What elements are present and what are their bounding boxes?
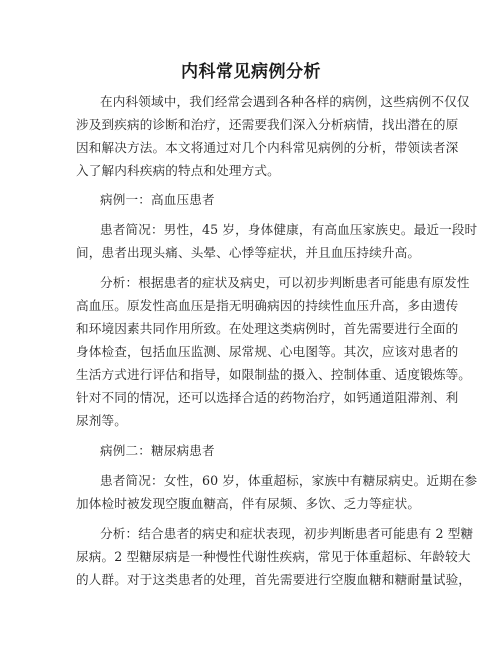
paragraph-line: 患者简况：女性，60 岁，体重超标，家族中有糖尿病史。近期在参 (100, 473, 478, 488)
paragraph-line: 分析：根据患者的症状及病史，可以初步判断患者可能患有原发性 (100, 275, 470, 290)
paragraph-line: 分析：结合患者的病史和症状表现，初步判断患者可能患有 2 型糖 (100, 526, 474, 541)
document-title: 内科常见病例分析 (181, 62, 321, 82)
paragraph-line: 加体检时被发现空腹血糖高，伴有尿频、多饮、乏力等症状。 (76, 496, 421, 511)
paragraph-line: 尿剂等。 (76, 413, 127, 428)
paragraph-line: 患者简况：男性，45 岁，身体健康，有高血压家族史。最近一段时 (100, 222, 478, 237)
paragraph-line: 生活方式进行评估和指导，如限制盐的摄入、控制体重、适度锻炼等。 (76, 367, 472, 382)
paragraph-line: 尿病。2 型糖尿病是一种慢性代谢性疾病，常见于体重超标、年龄较大 (76, 549, 471, 564)
paragraph-line: 身体检查，包括血压监测、尿常规、心电图等。其次，应该对患者的 (76, 344, 459, 359)
paragraph-line: 在内科领域中，我们经常会遇到各种各样的病例，这些病例不仅仅 (100, 94, 470, 109)
paragraph-line: 因和解决方法。本文将通过对几个内科常见病例的分析，带领读者深 (76, 140, 459, 155)
paragraph-line: 针对不同的情况，还可以选择合适的药物治疗，如钙通道阻滞剂、利 (76, 390, 459, 405)
paragraph-line: 涉及到疾病的诊断和治疗，还需要我们深入分析病情，找出潜在的原 (76, 117, 459, 132)
paragraph-line: 和环境因素共同作用所致。在处理这类病例时，首先需要进行全面的 (76, 321, 459, 336)
paragraph-line: 间，患者出现头痛、头晕、心悸等症状，并且血压持续升高。 (76, 245, 421, 260)
paragraph-line: 高血压。原发性高血压是指无明确病因的持续性血压升高，多由遗传 (76, 298, 459, 313)
paragraph-line: 入了解内科疾病的特点和处理方式。 (76, 163, 280, 178)
case-heading: 病例一：高血压患者 (100, 192, 215, 207)
case-heading: 病例二：糖尿病患者 (100, 443, 215, 458)
paragraph-line: 的人群。对于这类患者的处理，首先需要进行空腹血糖和糖耐量试验， (76, 572, 472, 587)
